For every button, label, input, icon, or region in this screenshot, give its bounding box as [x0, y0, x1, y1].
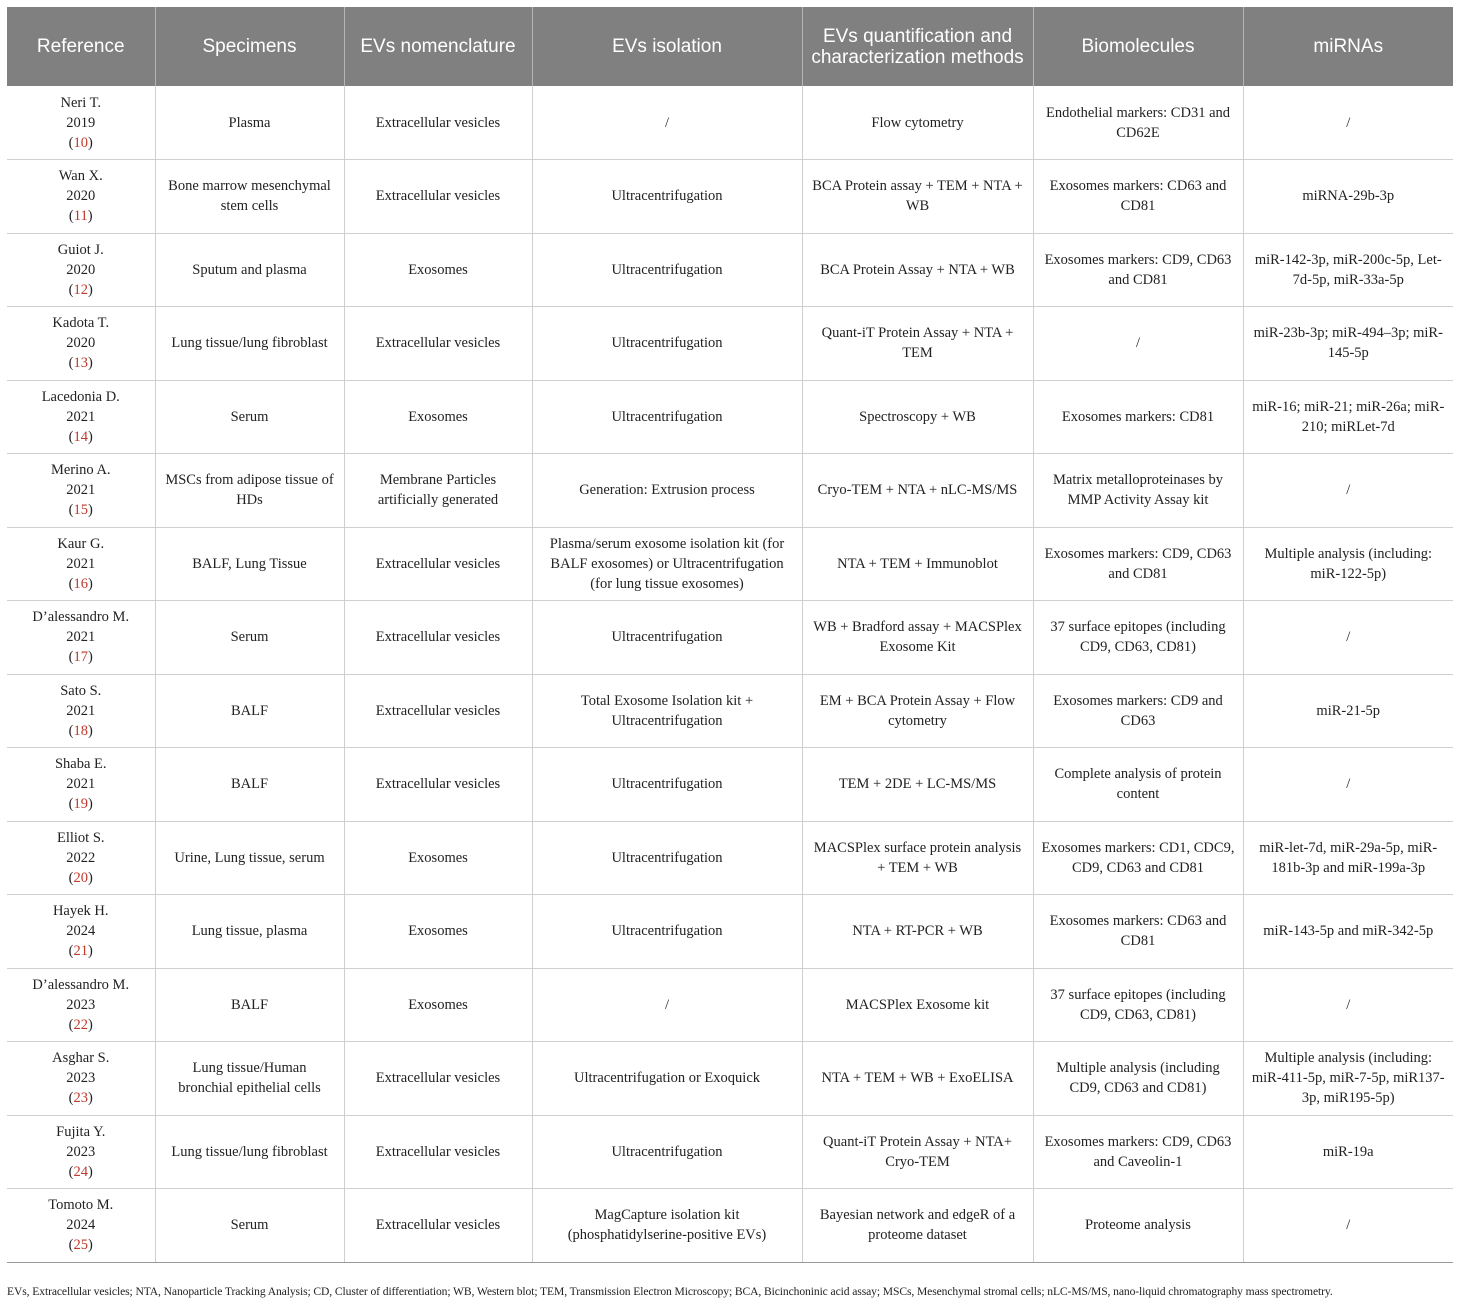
cell-methods: TEM + 2DE + LC-MS/MS — [802, 748, 1033, 822]
cell-isolation: Ultracentrifugation — [532, 601, 802, 675]
reference-author: Guiot J. — [57, 241, 104, 258]
cell-reference — [7, 1189, 155, 1263]
cell-mirnas: Multiple analysis (including: miR-411-5p, miR-7-5p, miR137-3p, miR195-5p) — [1243, 1042, 1453, 1116]
reference-author: D’alessandro M. — [32, 976, 130, 993]
table-row — [7, 1189, 1453, 1263]
reference-citation: (23) — [68, 1090, 93, 1107]
cell-mirnas: miR-23b-3p; miR-494–3p; miR-145-5p — [1243, 307, 1453, 381]
reference-author: Kaur G. — [57, 535, 105, 552]
cell-reference — [7, 454, 155, 528]
cell-biomolecules: Exosomes markers: CD9 and CD63 — [1033, 674, 1243, 748]
reference-author: Neri T. — [60, 94, 102, 111]
table-row — [7, 601, 1453, 675]
cell-methods: BCA Protein assay + TEM + NTA + WB — [802, 160, 1033, 234]
reference-author: Wan X. — [58, 168, 103, 185]
cell-mirnas: / — [1243, 748, 1453, 822]
cell-biomolecules: 37 surface epitopes (including CD9, CD63, CD81) — [1033, 968, 1243, 1042]
citation-link[interactable]: 24 — [73, 1163, 88, 1180]
cell-mirnas: / — [1243, 968, 1453, 1042]
reference-citation: (14) — [68, 428, 93, 445]
cell-methods: Bayesian network and edgeR of a proteome dataset — [802, 1189, 1033, 1263]
table-row — [7, 895, 1453, 969]
table-row — [7, 307, 1453, 381]
cell-nomenclature: Extracellular vesicles — [344, 1042, 532, 1116]
cell-nomenclature: Extracellular vesicles — [344, 1189, 532, 1263]
reference-author: Tomoto M. — [48, 1197, 114, 1214]
cell-reference — [7, 674, 155, 748]
cell-specimens: Plasma — [155, 86, 344, 160]
cell-biomolecules: Endothelial markers: CD31 and CD62E — [1033, 86, 1243, 160]
cell-reference — [7, 1115, 155, 1189]
cell-biomolecules: Multiple analysis (including CD9, CD63 and CD81) — [1033, 1042, 1243, 1116]
table-row — [7, 454, 1453, 528]
cell-reference — [7, 160, 155, 234]
column-header-biomolecules: Biomolecules — [1033, 7, 1243, 86]
cell-reference — [7, 527, 155, 601]
cell-reference — [7, 968, 155, 1042]
reference-author: Shaba E. — [54, 756, 107, 773]
citation-link[interactable]: 21 — [73, 943, 88, 960]
cell-methods: MACSPlex surface protein analysis + TEM + WB — [802, 821, 1033, 895]
cell-nomenclature: Exosomes — [344, 380, 532, 454]
reference-citation: (10) — [68, 134, 93, 151]
cell-methods: NTA + TEM + Immunoblot — [802, 527, 1033, 601]
cell-nomenclature: Exosomes — [344, 821, 532, 895]
table-row — [7, 1115, 1453, 1189]
cell-reference — [7, 895, 155, 969]
table-footnote: EVs, Extracellular vesicles; NTA, Nanoparticle Tracking Analysis; CD, Cluster of differentiation; WB, Western blot; TEM, Transmission Electron Microscopy; BCA, Bicinchoninic acid assay; MSCs, Mesenchymal stromal cells; nLC-MS/MS, nano-liquid chromatography mass spectrometry. — [7, 1285, 1333, 1298]
cell-methods: NTA + TEM + WB + ExoELISA — [802, 1042, 1033, 1116]
citation-link[interactable]: 12 — [73, 281, 88, 298]
cell-biomolecules: Proteome analysis — [1033, 1189, 1243, 1263]
citation-link[interactable]: 13 — [73, 355, 88, 372]
table-row — [7, 233, 1453, 307]
cell-specimens: Sputum and plasma — [155, 233, 344, 307]
cell-isolation: Ultracentrifugation or Exoquick — [532, 1042, 802, 1116]
reference-citation: (15) — [68, 502, 93, 519]
reference-author: Fujita Y. — [56, 1123, 106, 1140]
cell-nomenclature: Extracellular vesicles — [344, 527, 532, 601]
citation-link[interactable]: 15 — [73, 502, 88, 519]
cell-isolation: Ultracentrifugation — [532, 821, 802, 895]
reference-citation: (25) — [68, 1237, 93, 1254]
table-row — [7, 380, 1453, 454]
citation-link[interactable]: 25 — [73, 1237, 88, 1254]
cell-nomenclature: Extracellular vesicles — [344, 601, 532, 675]
reference-citation: (12) — [68, 281, 93, 298]
cell-reference — [7, 601, 155, 675]
table-body — [7, 86, 1453, 1262]
cell-nomenclature: Extracellular vesicles — [344, 307, 532, 381]
cell-specimens: Serum — [155, 380, 344, 454]
column-header-specimens: Specimens — [155, 7, 344, 86]
citation-link[interactable]: 23 — [73, 1090, 88, 1107]
reference-author: D’alessandro M. — [32, 609, 130, 626]
cell-mirnas: / — [1243, 86, 1453, 160]
reference-author: Kadota T. — [52, 315, 110, 332]
reference-year: 2021 — [66, 482, 96, 499]
reference-citation: (18) — [68, 722, 93, 739]
cell-biomolecules: Exosomes markers: CD9, CD63 and Caveolin-1 — [1033, 1115, 1243, 1189]
column-header-mirnas: miRNAs — [1243, 7, 1453, 86]
cell-mirnas: Multiple analysis (including: miR-122-5p) — [1243, 527, 1453, 601]
cell-biomolecules: Exosomes markers: CD1, CDC9, CD9, CD63 and CD81 — [1033, 821, 1243, 895]
reference-year: 2024 — [66, 1217, 96, 1234]
table-row — [7, 748, 1453, 822]
cell-methods: MACSPlex Exosome kit — [802, 968, 1033, 1042]
cell-biomolecules: Exosomes markers: CD63 and CD81 — [1033, 895, 1243, 969]
cell-isolation: Ultracentrifugation — [532, 748, 802, 822]
reference-citation: (11) — [68, 208, 93, 225]
cell-nomenclature: Exosomes — [344, 968, 532, 1042]
reference-author: Asghar S. — [52, 1050, 110, 1067]
cell-reference — [7, 748, 155, 822]
cell-isolation: MagCapture isolation kit (phosphatidylserine-positive EVs) — [532, 1189, 802, 1263]
cell-specimens: Lung tissue/lung fibroblast — [155, 1115, 344, 1189]
reference-year: 2021 — [66, 776, 96, 793]
cell-specimens: Lung tissue, plasma — [155, 895, 344, 969]
cell-isolation: / — [532, 968, 802, 1042]
cell-reference — [7, 380, 155, 454]
reference-year: 2021 — [66, 555, 96, 572]
cell-biomolecules: Matrix metalloproteinases by MMP Activity Assay kit — [1033, 454, 1243, 528]
citation-link[interactable]: 19 — [73, 796, 88, 813]
cell-specimens: Lung tissue/lung fibroblast — [155, 307, 344, 381]
cell-isolation: Ultracentrifugation — [532, 160, 802, 234]
cell-methods: WB + Bradford assay + MACSPlex Exosome Kit — [802, 601, 1033, 675]
cell-reference — [7, 86, 155, 160]
table-container — [7, 7, 1453, 1263]
column-header-methods: EVs quantification and characterization methods — [802, 7, 1033, 86]
cell-isolation: Generation: Extrusion process — [532, 454, 802, 528]
cell-isolation: Ultracentrifugation — [532, 307, 802, 381]
reference-year: 2020 — [66, 335, 96, 352]
reference-citation: (16) — [68, 575, 93, 592]
reference-citation: (20) — [68, 869, 93, 886]
cell-biomolecules: 37 surface epitopes (including CD9, CD63, CD81) — [1033, 601, 1243, 675]
cell-isolation: / — [532, 86, 802, 160]
table-row — [7, 821, 1453, 895]
table-header — [7, 7, 1453, 86]
reference-citation: (17) — [68, 649, 93, 666]
cell-mirnas: miR-143-5p and miR-342-5p — [1243, 895, 1453, 969]
cell-isolation: Ultracentrifugation — [532, 233, 802, 307]
reference-year: 2021 — [66, 702, 96, 719]
cell-nomenclature: Extracellular vesicles — [344, 674, 532, 748]
column-header-reference: Reference — [7, 7, 155, 86]
table-row — [7, 527, 1453, 601]
reference-citation: (13) — [68, 355, 93, 372]
cell-biomolecules: Exosomes markers: CD81 — [1033, 380, 1243, 454]
citation-link[interactable]: 17 — [73, 649, 88, 666]
cell-mirnas: / — [1243, 1189, 1453, 1263]
cell-mirnas: miR-19a — [1243, 1115, 1453, 1189]
cell-reference — [7, 233, 155, 307]
reference-author: Merino A. — [50, 462, 111, 479]
cell-nomenclature: Extracellular vesicles — [344, 86, 532, 160]
cell-mirnas: miR-16; miR-21; miR-26a; miR-210; miRLet-7d — [1243, 380, 1453, 454]
table-row — [7, 674, 1453, 748]
citation-link[interactable]: 20 — [73, 869, 88, 886]
cell-biomolecules: Exosomes markers: CD9, CD63 and CD81 — [1033, 527, 1243, 601]
cell-methods: Flow cytometry — [802, 86, 1033, 160]
cell-nomenclature: Extracellular vesicles — [344, 160, 532, 234]
cell-isolation: Ultracentrifugation — [532, 1115, 802, 1189]
reference-author: Sato S. — [60, 682, 102, 699]
cell-methods: Spectroscopy + WB — [802, 380, 1033, 454]
reference-citation: (22) — [68, 1016, 93, 1033]
evs-studies-table — [7, 7, 1453, 1263]
cell-nomenclature: Extracellular vesicles — [344, 748, 532, 822]
cell-isolation: Total Exosome Isolation kit + Ultracentrifugation — [532, 674, 802, 748]
reference-citation: (24) — [68, 1163, 93, 1180]
cell-isolation: Ultracentrifugation — [532, 380, 802, 454]
cell-specimens: BALF — [155, 748, 344, 822]
reference-author: Hayek H. — [52, 903, 109, 920]
cell-specimens: BALF, Lung Tissue — [155, 527, 344, 601]
header-row — [7, 7, 1453, 86]
reference-author: Lacedonia D. — [41, 388, 120, 405]
reference-year: 2021 — [66, 629, 96, 646]
reference-author: Elliot S. — [56, 829, 105, 846]
cell-specimens: Serum — [155, 601, 344, 675]
reference-year: 2023 — [66, 1143, 96, 1160]
cell-specimens: Urine, Lung tissue, serum — [155, 821, 344, 895]
reference-year: 2023 — [66, 996, 96, 1013]
reference-year: 2023 — [66, 1070, 96, 1087]
cell-mirnas: miR-21-5p — [1243, 674, 1453, 748]
cell-mirnas: / — [1243, 454, 1453, 528]
cell-specimens: Serum — [155, 1189, 344, 1263]
cell-reference — [7, 821, 155, 895]
citation-link[interactable]: 18 — [73, 722, 88, 739]
reference-year: 2021 — [66, 408, 96, 425]
citation-link[interactable]: 22 — [73, 1016, 88, 1033]
cell-methods: Cryo-TEM + NTA + nLC-MS/MS — [802, 454, 1033, 528]
citation-link[interactable]: 10 — [73, 134, 88, 151]
cell-methods: NTA + RT-PCR + WB — [802, 895, 1033, 969]
cell-reference — [7, 307, 155, 381]
table-row — [7, 1042, 1453, 1116]
cell-biomolecules: Exosomes markers: CD9, CD63 and CD81 — [1033, 233, 1243, 307]
cell-mirnas: miR-let-7d, miR-29a-5p, miR-181b-3p and miR-199a-3p — [1243, 821, 1453, 895]
cell-specimens: BALF — [155, 674, 344, 748]
cell-methods: BCA Protein Assay + NTA + WB — [802, 233, 1033, 307]
reference-year: 2020 — [66, 261, 96, 278]
column-header-nomenclature: EVs nomenclature — [344, 7, 532, 86]
reference-citation: (21) — [68, 943, 93, 960]
reference-citation: (19) — [68, 796, 93, 813]
cell-methods: EM + BCA Protein Assay + Flow cytometry — [802, 674, 1033, 748]
cell-mirnas: miRNA-29b-3p — [1243, 160, 1453, 234]
citation-link[interactable]: 14 — [73, 428, 88, 445]
cell-isolation: Plasma/serum exosome isolation kit (for BALF exosomes) or Ultracentrifugation (for lung tissue exosomes) — [532, 527, 802, 601]
cell-nomenclature: Exosomes — [344, 895, 532, 969]
cell-specimens: BALF — [155, 968, 344, 1042]
cell-methods: Quant-iT Protein Assay + NTA + TEM — [802, 307, 1033, 381]
cell-mirnas: miR-142-3p, miR-200c-5p, Let-7d-5p, miR-33a-5p — [1243, 233, 1453, 307]
table-row — [7, 968, 1453, 1042]
cell-specimens: MSCs from adipose tissue of HDs — [155, 454, 344, 528]
cell-specimens: Bone marrow mesenchymal stem cells — [155, 160, 344, 234]
reference-year: 2022 — [66, 849, 96, 866]
reference-year: 2019 — [66, 114, 96, 131]
reference-year: 2024 — [66, 923, 96, 940]
cell-mirnas: / — [1243, 601, 1453, 675]
cell-specimens: Lung tissue/Human bronchial epithelial cells — [155, 1042, 344, 1116]
reference-year: 2020 — [66, 188, 96, 205]
table-row — [7, 160, 1453, 234]
table-row — [7, 86, 1453, 160]
cell-nomenclature: Extracellular vesicles — [344, 1115, 532, 1189]
cell-reference — [7, 1042, 155, 1116]
cell-biomolecules: Exosomes markers: CD63 and CD81 — [1033, 160, 1243, 234]
cell-biomolecules: Complete analysis of protein content — [1033, 748, 1243, 822]
citation-link[interactable]: 16 — [73, 575, 88, 592]
cell-biomolecules: / — [1033, 307, 1243, 381]
cell-isolation: Ultracentrifugation — [532, 895, 802, 969]
cell-nomenclature: Exosomes — [344, 233, 532, 307]
cell-methods: Quant-iT Protein Assay + NTA+ Cryo-TEM — [802, 1115, 1033, 1189]
citation-link[interactable]: 11 — [73, 208, 88, 225]
cell-nomenclature: Membrane Particles artificially generated — [344, 454, 532, 528]
column-header-isolation: EVs isolation — [532, 7, 802, 86]
